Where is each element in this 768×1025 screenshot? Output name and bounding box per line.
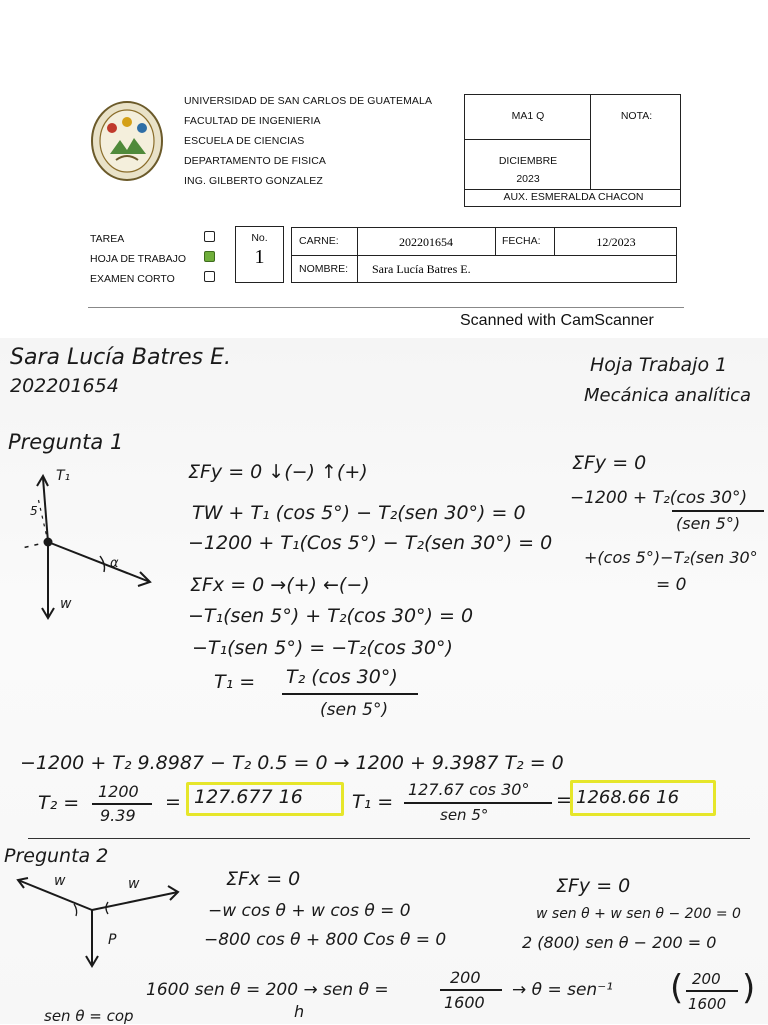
type-tarea-checkbox[interactable]	[204, 231, 215, 242]
carne-label: CARNE:	[299, 235, 339, 247]
nota-label: NOTA:	[620, 110, 653, 122]
type-tarea-label: TAREA	[90, 233, 125, 245]
q1-eq-5: −T₁(sen 5°) + T₂(cos 30°) = 0	[188, 605, 474, 627]
nombre-label: NOMBRE:	[299, 263, 349, 275]
auxiliary-name: AUX. ESMERALDA CHACON	[503, 191, 644, 203]
q2-fx-2: −w cos θ + w cos θ = 0	[208, 901, 411, 921]
q1-eq-7-lhs: T₁ =	[214, 671, 256, 693]
t1-lhs: T₁ =	[352, 791, 394, 813]
t1-num: 127.67 cos 30°	[408, 780, 530, 799]
type-examen-checkbox[interactable]	[204, 271, 215, 282]
label-t1: T₁	[56, 468, 71, 484]
q1-eq-sum-fx: ΣFx = 0 →(+) ←(−)	[190, 574, 370, 596]
q2-paren-left: (	[670, 968, 684, 1008]
q2-last-den: 1600	[444, 993, 485, 1012]
type-list	[90, 229, 220, 289]
q2-last-arrow: → θ = sen⁻¹	[512, 980, 613, 1000]
university-seal	[90, 100, 164, 182]
header-divider	[88, 307, 684, 308]
free-body-diagram-1	[10, 468, 160, 628]
student-info-grid	[291, 227, 677, 283]
q2-fy-1: ΣFy = 0	[556, 875, 631, 897]
year-label: 2023	[516, 173, 540, 185]
header-line-department: DEPARTAMENTO DE FISICA	[184, 155, 327, 167]
header-line-faculty: FACULTAD DE INGENIERIA	[184, 115, 321, 127]
t2-lhs: T₂ =	[38, 792, 80, 814]
number-box	[235, 226, 284, 283]
header-line-school: ESCUELA DE CIENCIAS	[184, 135, 305, 147]
q2-fy-3: 2 (800) sen θ − 200 = 0	[522, 933, 717, 952]
q2-paren-right: )	[742, 968, 756, 1008]
course-title: Mecánica analítica	[584, 385, 752, 406]
type-hoja-label: HOJA DE TRABAJO	[90, 253, 187, 265]
question-2-heading: Pregunta 2	[4, 845, 109, 867]
q2-cut-1: sen θ = cop	[44, 1007, 134, 1025]
label-angle-5: 5	[30, 504, 38, 518]
q1-eq-3: −1200 + T₁(Cos 5°) − T₂(sen 30°) = 0	[188, 532, 553, 554]
q1-eq-7-den: (sen 5°)	[320, 700, 389, 720]
t2-num: 1200	[98, 782, 139, 801]
q1-line-a: −1200 + T₂ 9.8987 − T₂ 0.5 = 0 → 1200 + 9.3987 T₂ = 0	[20, 752, 564, 774]
course-box	[464, 94, 681, 207]
q2-label-p: P	[108, 932, 117, 948]
q2-last-den2: 1600	[688, 995, 727, 1013]
label-angle-alpha: α	[110, 556, 119, 571]
sheet-title: Hoja Trabajo 1	[590, 354, 728, 376]
q1-eq-2: TW + T₁ (cos 5°) − T₂(sen 30°) = 0	[192, 502, 526, 524]
q2-cut-2: h	[294, 1002, 305, 1021]
q2-last-lhs: 1600 sen θ = 200 → sen θ =	[146, 980, 389, 1000]
header-line-university: UNIVERSIDAD DE SAN CARLOS DE GUATEMALA	[184, 95, 433, 107]
student-carne: 202201654	[10, 375, 119, 397]
q1-eq-sum-fy: ΣFy = 0 ↓(−) ↑(+)	[188, 461, 368, 483]
free-body-diagram-2	[12, 870, 188, 970]
t1-equals: =	[556, 789, 572, 811]
type-hoja-checkbox[interactable]	[204, 251, 215, 262]
scanner-caption: Scanned with CamScanner	[460, 312, 654, 329]
nombre-value: Sara Lucía Batres E.	[372, 262, 471, 276]
fecha-label: FECHA:	[502, 235, 541, 247]
q1-side-1: ΣFy = 0	[572, 452, 647, 474]
t2-vector	[48, 542, 150, 582]
t1-result: 1268.66 16	[576, 787, 680, 808]
q1-side-3: (sen 5°)	[676, 514, 741, 533]
student-name: Sara Lucía Batres E.	[10, 345, 231, 370]
question-1-heading: Pregunta 1	[8, 430, 124, 454]
t2-result: 127.677 16	[194, 786, 303, 808]
q2-label-w2: w	[128, 876, 140, 892]
q2-last-num: 200	[450, 968, 481, 987]
t1-den: sen 5°	[440, 806, 489, 824]
t2-den: 9.39	[100, 806, 136, 825]
q1-eq-7-num: T₂ (cos 30°)	[286, 666, 398, 688]
q1-side-4: +(cos 5°)−T₂(sen 30°	[584, 548, 758, 567]
q2-fy-2: w sen θ + w sen θ − 200 = 0	[536, 906, 741, 922]
q2-label-w1: w	[54, 873, 66, 889]
course-code: MA1 Q	[511, 110, 545, 122]
type-examen-label: EXAMEN CORTO	[90, 273, 175, 285]
q1-side-5: = 0	[656, 575, 687, 595]
label-weight: w	[60, 596, 72, 612]
t2-equals: =	[165, 791, 181, 813]
carne-value: 202201654	[399, 235, 453, 249]
number-label: No.	[251, 232, 268, 244]
header-line-engineer: ING. GILBERTO GONZALEZ	[184, 175, 323, 187]
q1-side-2: −1200 + T₂(cos 30°)	[570, 488, 748, 508]
number-value: 1	[254, 246, 265, 268]
month-label: DICIEMBRE	[498, 155, 558, 167]
q1-eq-6: −T₁(sen 5°) = −T₂(cos 30°)	[192, 637, 453, 659]
q2-fx-3: −800 cos θ + 800 Cos θ = 0	[204, 930, 447, 950]
q2-last-num2: 200	[692, 970, 721, 988]
institution-header	[184, 91, 432, 191]
section-divider	[28, 838, 750, 839]
q2-fx-1: ΣFx = 0	[226, 868, 301, 890]
fecha-value: 12/2023	[596, 235, 636, 249]
